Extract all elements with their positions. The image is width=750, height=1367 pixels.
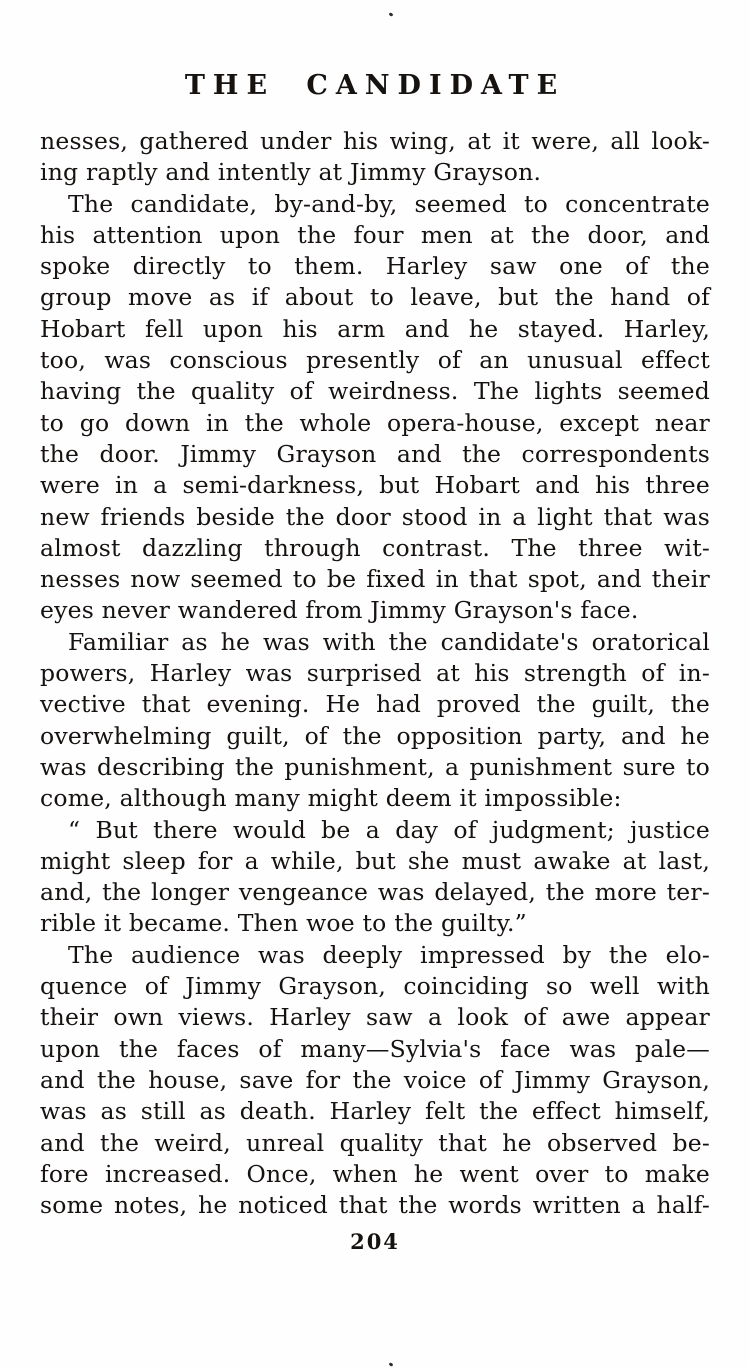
text-line: quence of Jimmy Grayson, coinciding so well with — [40, 972, 710, 1001]
text-line: vective that evening. He had proved the guilt, the — [40, 690, 710, 719]
text-line: ing raptly and intently at Jimmy Grayson. — [40, 158, 542, 187]
text-line: to go down in the whole opera-house, except near — [40, 408, 710, 437]
text-line: rible it became. Then woe to the guilty.” — [40, 909, 527, 938]
text-line: The candidate, by-and-by, seemed to concentrate — [68, 189, 710, 218]
text-line: might sleep for a while, but she must awake at last, — [40, 846, 710, 875]
text-line: upon the faces of many—Sylvia's face was pale— — [40, 1034, 710, 1063]
text-line: the door. Jimmy Grayson and the correspondents — [40, 439, 710, 468]
paragraph — [40, 940, 710, 1222]
page-number: 204 — [350, 1229, 400, 1254]
text-line: nesses now seemed to be fixed in that spot, and their — [40, 565, 710, 594]
text-line: nesses, gathered under his wing, at it were, all look- — [40, 127, 710, 155]
scan-artifact-dot — [389, 12, 394, 17]
text-line: were in a semi-darkness, but Hobart and his three — [40, 471, 710, 500]
text-line: too, was conscious presently of an unusual effect — [40, 346, 710, 375]
text-line: some notes, he noticed that the words written a half- — [40, 1191, 710, 1220]
running-header: THE CANDIDATE — [184, 70, 566, 101]
scan-artifact-dot — [389, 1362, 394, 1367]
text-line: group move as if about to leave, but the hand of — [40, 283, 710, 312]
text-line: having the quality of weirdness. The lights seemed — [40, 377, 710, 406]
text-line: come, although many might deem it impossible: — [40, 784, 622, 813]
text-line: eyes never wandered from Jimmy Grayson's face. — [40, 596, 639, 625]
text-line: Familiar as he was with the candidate's oratorical — [68, 627, 710, 656]
paragraph — [40, 126, 710, 189]
text-line: and, the longer vengeance was delayed, the more ter- — [40, 878, 710, 907]
text-line: new friends beside the door stood in a light that was — [40, 502, 710, 531]
text-line: “ But there would be a day of judgment; justice — [68, 815, 710, 844]
text-line: powers, Harley was surprised at his strength of in- — [40, 659, 710, 688]
text-line: and the house, save for the voice of Jimmy Grayson, — [40, 1065, 710, 1094]
text-line: was describing the punishment, a punishment sure to — [40, 752, 710, 781]
paragraph — [40, 189, 710, 627]
text-line: was as still as death. Harley felt the effect himself, — [40, 1097, 710, 1126]
text-line: spoke directly to them. Harley saw one of the — [40, 252, 710, 281]
paragraph — [40, 627, 710, 815]
text-line: The audience was deeply impressed by the elo- — [68, 940, 710, 969]
text-line: Hobart fell upon his arm and he stayed. Harley, — [40, 314, 710, 343]
text-line: and the weird, unreal quality that he observed be- — [40, 1128, 710, 1157]
paragraph — [40, 815, 710, 940]
page-text — [40, 126, 710, 1221]
text-line: fore increased. Once, when he went over to make — [40, 1159, 710, 1188]
text-line: almost dazzling through contrast. The three wit- — [40, 533, 710, 562]
text-line: overwhelming guilt, of the opposition party, and he — [40, 721, 710, 750]
text-line: their own views. Harley saw a look of awe appear — [40, 1003, 710, 1032]
text-line: his attention upon the four men at the door, and — [40, 220, 710, 249]
